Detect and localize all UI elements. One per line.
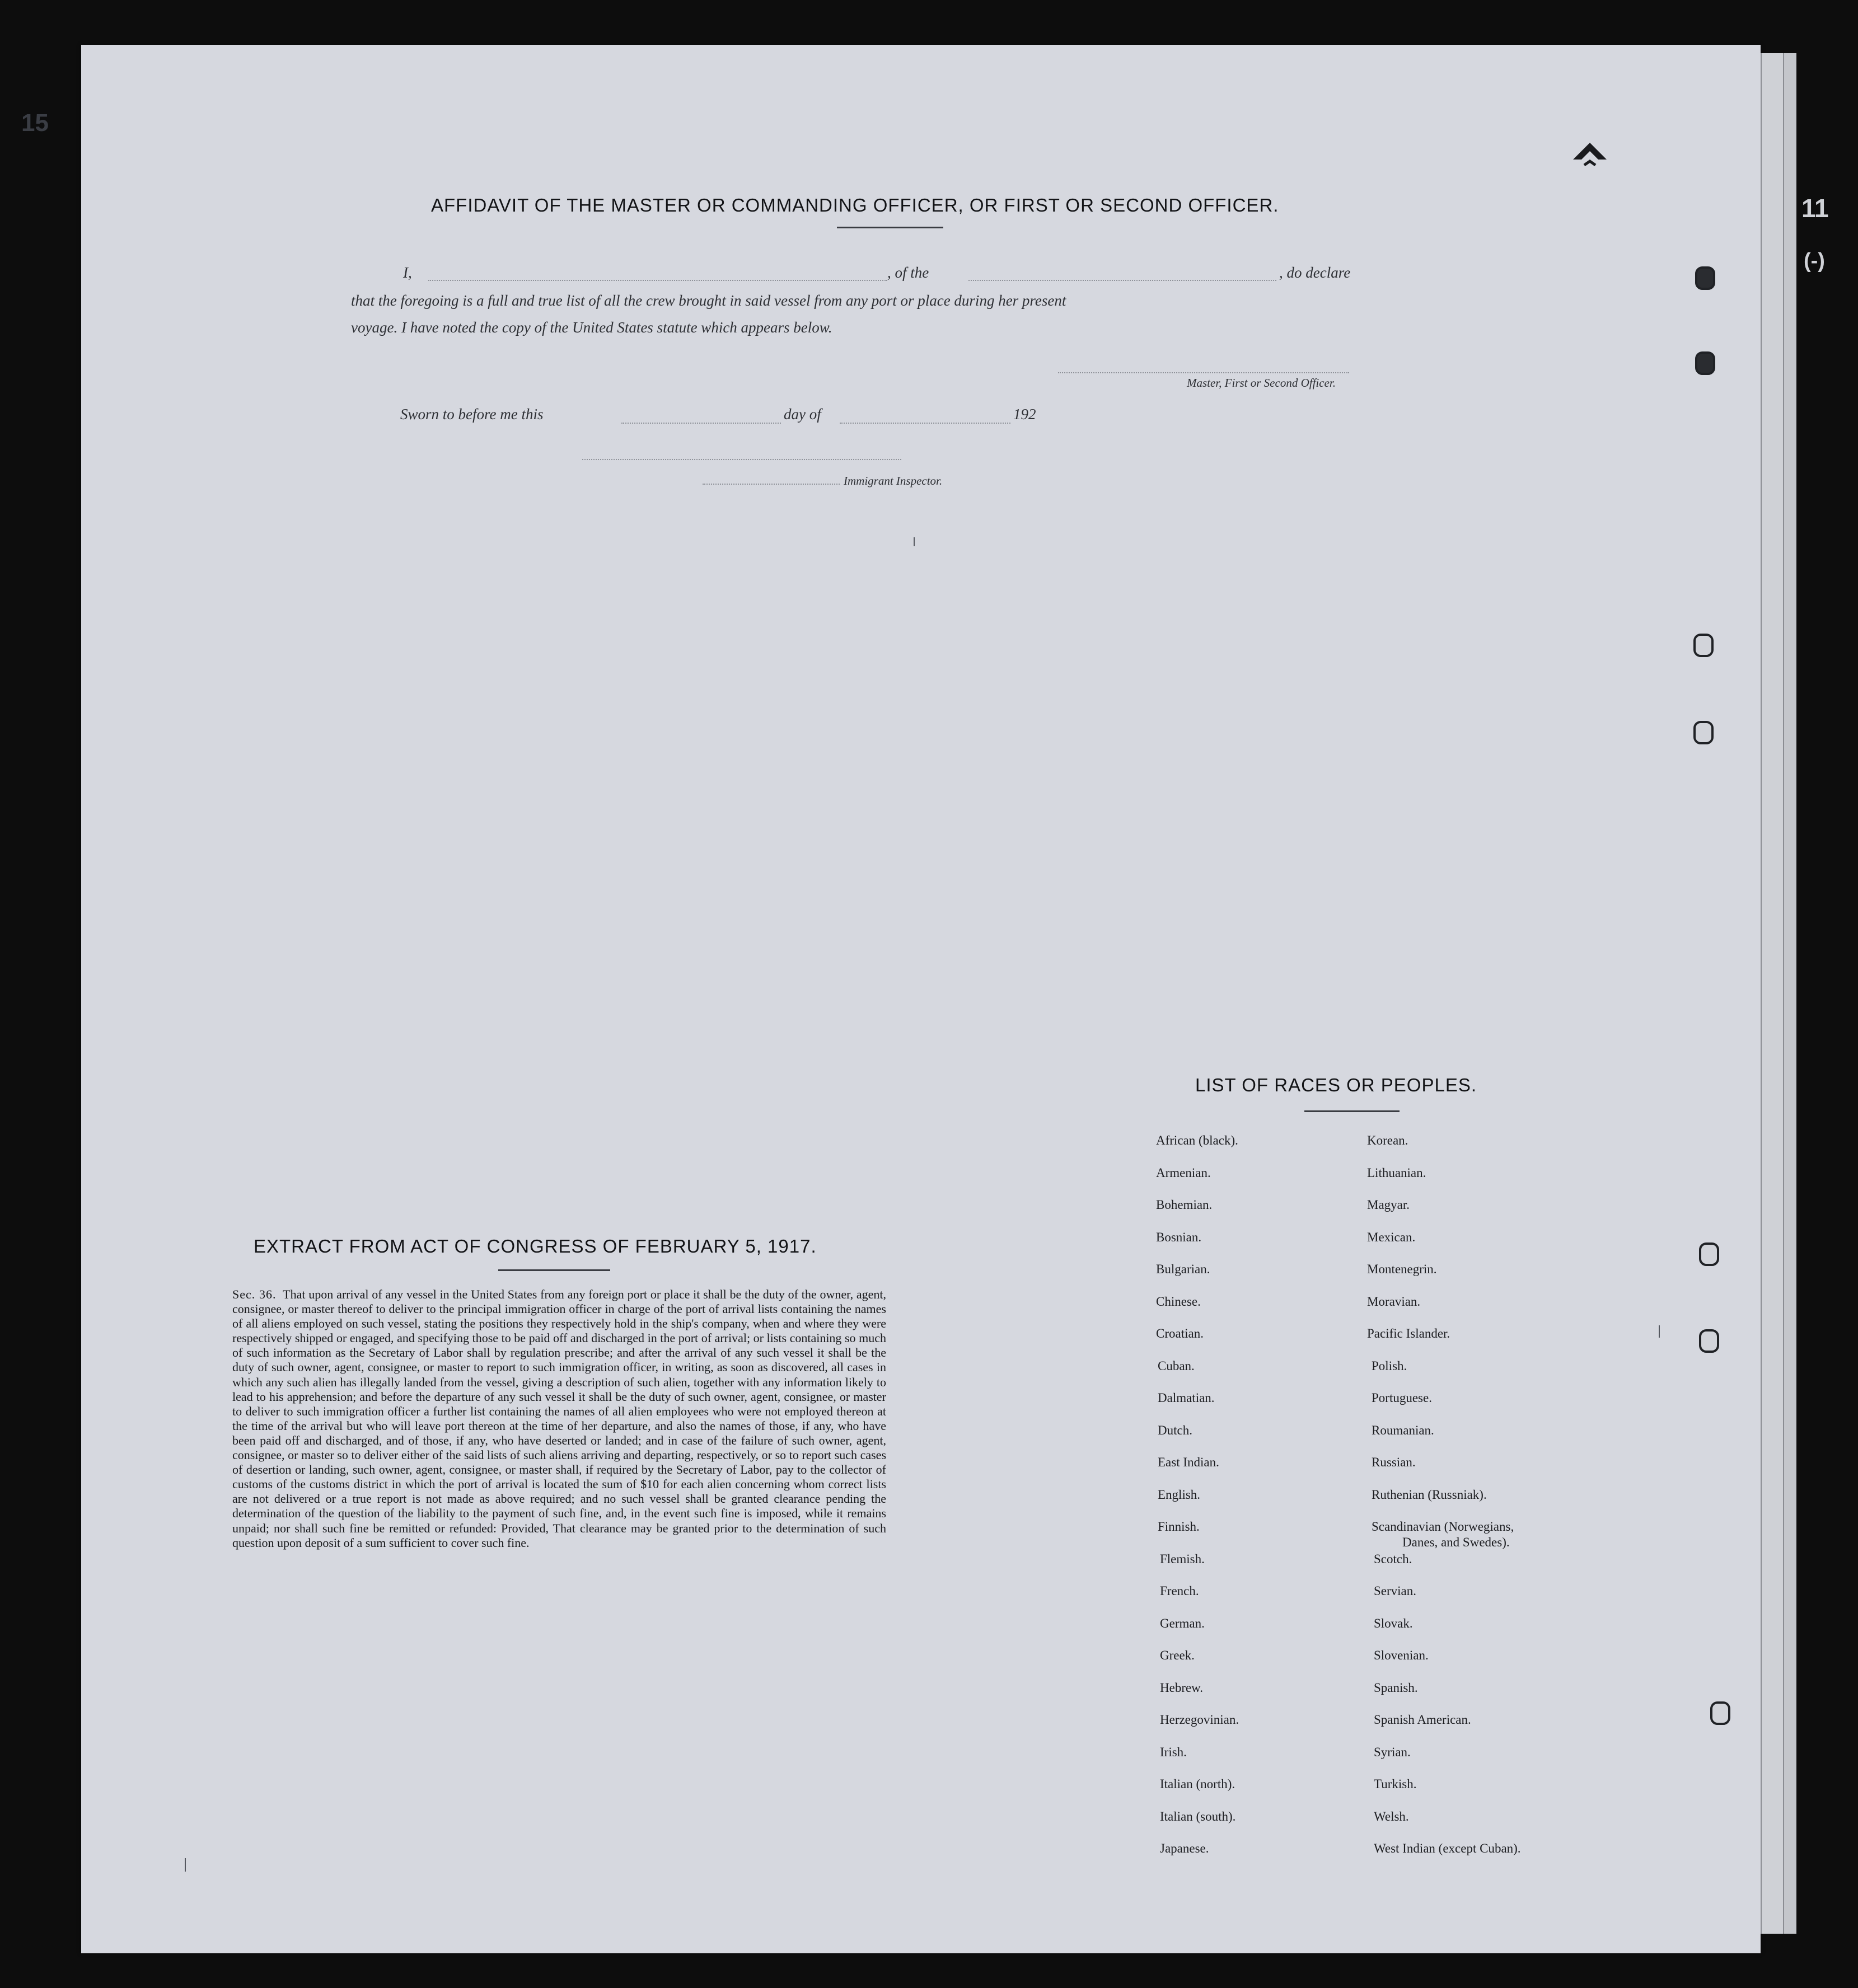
sworn-day-blank[interactable]: [621, 423, 781, 424]
sworn-label: Sworn to before me this: [400, 406, 544, 423]
section-label: Sec. 36.: [232, 1287, 277, 1301]
scan-mark: [1659, 1325, 1660, 1338]
race-item: Italian (north).: [1160, 1777, 1235, 1791]
race-item: Slovenian.: [1374, 1648, 1429, 1662]
race-item: Syrian.: [1374, 1745, 1411, 1759]
race-item: English.: [1158, 1487, 1201, 1502]
year-prefix: 192: [1013, 406, 1036, 423]
affidavit-do-declare-label: , do declare: [1279, 264, 1351, 281]
binder-hole: [1710, 1701, 1730, 1725]
race-item: Bulgarian.: [1156, 1262, 1210, 1276]
race-item: Cuban.: [1158, 1358, 1195, 1373]
document-page: [81, 45, 1761, 1953]
statute-text: [232, 1287, 886, 1550]
race-item: Japanese.: [1160, 1841, 1209, 1855]
race-item: Herzegovinian.: [1160, 1713, 1239, 1727]
race-item: Polish.: [1372, 1358, 1407, 1373]
race-item: Portuguese.: [1372, 1391, 1432, 1405]
master-signature-blank[interactable]: [1058, 372, 1349, 373]
scan-mark: [914, 537, 915, 546]
binder-hole: [1693, 634, 1714, 657]
affidavit-of-the-label: , of the: [887, 264, 929, 281]
master-signature-label: Master, First or Second Officer.: [1187, 376, 1336, 390]
left-edge-number: 15: [21, 109, 49, 137]
name-blank[interactable]: [428, 280, 887, 281]
extract-title: EXTRACT FROM ACT OF CONGRESS OF FEBRUARY 5, 1917.: [254, 1236, 817, 1256]
page-stack-edge: [1761, 53, 1784, 1934]
race-item: Armenian.: [1156, 1165, 1211, 1180]
race-item: Bohemian.: [1156, 1198, 1213, 1212]
page-stack-edge: [1783, 53, 1796, 1934]
race-item: Mexican.: [1367, 1230, 1416, 1244]
sworn-month-blank[interactable]: [840, 423, 1010, 424]
race-item: Finnish.: [1158, 1520, 1200, 1534]
race-item: Roumanian.: [1372, 1423, 1434, 1437]
race-item: Ruthenian (Russniak).: [1372, 1487, 1487, 1502]
race-item: Irish.: [1160, 1745, 1187, 1759]
affidavit-title: AFFIDAVIT OF THE MASTER OR COMMANDING OFFICER, OR FIRST OR SECOND OFFICER.: [431, 195, 1279, 215]
race-item: Bosnian.: [1156, 1230, 1202, 1244]
races-title-underline: [1304, 1110, 1400, 1112]
affidavit-i-label: I,: [403, 264, 412, 281]
race-item: Dutch.: [1158, 1423, 1192, 1437]
race-item: Servian.: [1374, 1584, 1417, 1598]
binder-hole: [1695, 266, 1715, 290]
race-item: East Indian.: [1158, 1455, 1219, 1469]
race-item: Scandinavian (Norwegians,: [1372, 1520, 1514, 1534]
declaration-line-2: that the foregoing is a full and true list of all the crew brought in said vessel from any port or place during her present: [351, 292, 1066, 309]
race-item: Flemish.: [1160, 1551, 1205, 1566]
race-item: Dalmatian.: [1158, 1391, 1215, 1405]
race-item: Welsh.: [1374, 1809, 1409, 1823]
day-of-label: day of: [784, 406, 821, 423]
race-item: Pacific Islander.: [1367, 1326, 1450, 1340]
right-edge-paren: (-): [1804, 249, 1825, 273]
vessel-blank[interactable]: [968, 280, 1276, 281]
race-item: African (black).: [1156, 1133, 1238, 1147]
right-edge-number: 11: [1801, 194, 1829, 223]
section-body: That upon arrival of any vessel in the United States from any foreign port or place it shall be the duty of the owner, agent, consignee, or master thereof to deliver to the principal immigration officer in charge of the port of arrival lists containing the names of all aliens employed on such vessel, stating the positions they respectively hold in the ship's company, when and where they were respectively shipped or engaged, and specifying those to be paid off and discharged in the port of arrival; or lists containing so much of such information as the Secretary of Labor shall by regulation prescribe; and after the arrival of any such vessel it shall be the duty of such owner, agent, consignee, or master to report to such immigration officer, in writing, as soon as discovered, all cases in which any such alien has illegally landed from the vessel, giving a description of such alien, together with any information likely to lead to his apprehension; and before the departure of any such vessel it shall be the duty of such owner, agent, consignee, or master to deliver to such immigration officer a further list containing the names of all alien employees who were not employed thereon at the time of the arrival but who will leave port thereon at the time of her departure, and also the names of those, if any, who have been paid off and discharged, and of those, if any, who have deserted or landed; and in case of the failure of such owner, agent, consignee, or master so to deliver either of the said lists of such aliens arriving and departing, respectively, or so to report such cases of desertion or landing, such owner, agent, consignee, or master shall, if required by the Secretary of Labor, pay to the collector of customs of the customs district in which the port of arrival is located the sum of $10 for each alien concerning whom correct lists are not delivered or a true report is not made as above required; and no such vessel shall be granted clearance pending the determination of the question of the liability to the payment of such fine, and, in the event such fine is imposed, while it remains unpaid; nor shall such fine be remitted or refunded: Provided, That clearance may be granted prior to the determination of such question upon deposit of a sum sufficient to cover such fine.: [232, 1287, 887, 1550]
race-item: Hebrew.: [1160, 1680, 1204, 1695]
races-title: LIST OF RACES OR PEOPLES.: [1195, 1075, 1477, 1095]
race-item: Slovak.: [1374, 1616, 1413, 1630]
declaration-line-3: voyage. I have noted the copy of the United States statute which appears below.: [351, 319, 832, 336]
race-item: Magyar.: [1367, 1198, 1410, 1212]
race-item: Montenegrin.: [1367, 1262, 1437, 1276]
race-item: Scotch.: [1374, 1551, 1412, 1566]
race-item: Croatian.: [1156, 1326, 1204, 1340]
race-item: Lithuanian.: [1367, 1165, 1426, 1180]
race-item: Chinese.: [1156, 1294, 1201, 1309]
binder-hole: [1699, 1242, 1719, 1266]
race-item-continuation: Danes, and Swedes).: [1402, 1535, 1510, 1549]
binder-hole: [1699, 1329, 1719, 1353]
race-item: French.: [1160, 1584, 1199, 1598]
race-item: Moravian.: [1367, 1294, 1421, 1309]
binder-hole: [1695, 351, 1715, 375]
inspector-signature-blank[interactable]: [703, 484, 840, 485]
race-item: Russian.: [1372, 1455, 1416, 1469]
race-item: German.: [1160, 1616, 1205, 1630]
extract-title-underline: [498, 1269, 610, 1271]
inspector-label: Immigrant Inspector.: [844, 474, 943, 487]
race-item: West Indian (except Cuban).: [1374, 1841, 1521, 1855]
title-underline: [837, 227, 943, 228]
race-item: Spanish American.: [1374, 1713, 1471, 1727]
binder-hole: [1693, 721, 1714, 744]
race-item: Greek.: [1160, 1648, 1195, 1662]
race-item: Turkish.: [1374, 1777, 1417, 1791]
inspector-signature-blank-upper[interactable]: [582, 459, 901, 460]
scan-mark: [185, 1858, 186, 1872]
race-item: Italian (south).: [1160, 1809, 1236, 1823]
race-item: Korean.: [1367, 1133, 1408, 1147]
punch-mark-icon: [1567, 134, 1612, 174]
race-item: Spanish.: [1374, 1680, 1418, 1695]
